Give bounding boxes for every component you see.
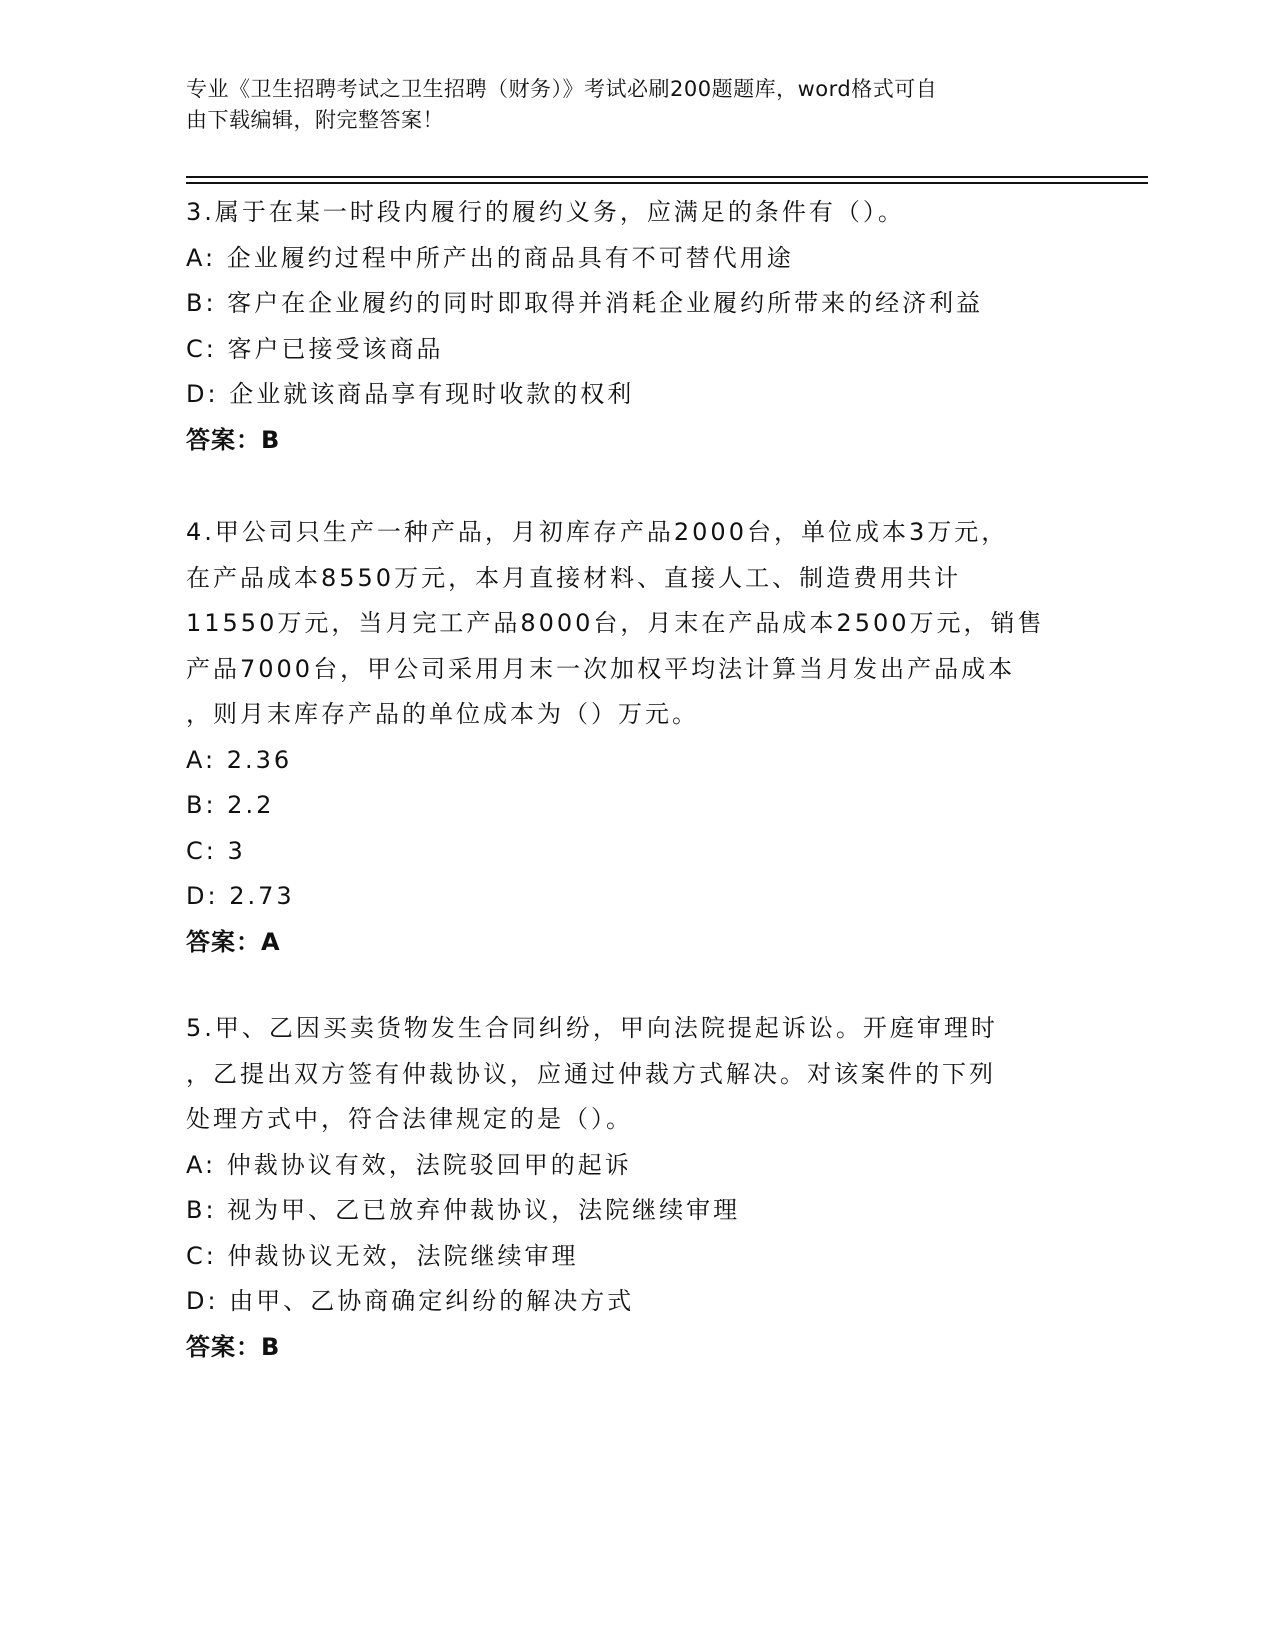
question-stem-line: 处理方式中，符合法律规定的是（）。 (186, 1105, 633, 1133)
question-stem-line: 在产品成本8550万元，本月直接材料、直接人工、制造费用共计 (186, 563, 962, 592)
option-d: D: 由甲、乙协商确定纠纷的解决方式 (186, 1287, 635, 1315)
option-c: C: 3 (186, 836, 246, 865)
option-a: A: 仲裁协议有效，法院驳回甲的起诉 (186, 1150, 632, 1179)
answer: 答案：B (186, 425, 281, 454)
question-stem-line: 5.甲、乙因买卖货物发生合同纠纷，甲向法院提起诉讼。开庭审理时 (186, 1014, 998, 1042)
question-stem-line: ，则月末库存产品的单位成本为（）万元。 (186, 700, 699, 728)
option-b: B: 客户在企业履约的同时即取得并消耗企业履约所带来的经济利益 (186, 289, 984, 317)
question-stem-line: 4.甲公司只生产一种产品，月初库存产品2000台，单位成本3万元， (186, 518, 1009, 546)
answer: 答案：B (186, 1332, 281, 1361)
header-line-1: 专业《卫生招聘考试之卫生招聘（财务）》考试必刷200题题库，word格式可自 (186, 77, 938, 101)
header-divider-bottom (186, 182, 1148, 184)
question-4 (186, 510, 1086, 965)
option-b: B: 视为甲、乙已放弃仲裁协议，法院继续审理 (186, 1196, 741, 1224)
question-stem-line: ，乙提出双方签有仲裁协议，应通过仲裁方式解决。对该案件的下列 (186, 1059, 996, 1088)
header-line-2: 由下载编辑，附完整答案！ (186, 108, 444, 132)
option-a: A: 企业履约过程中所产出的商品具有不可替代用途 (186, 243, 794, 272)
option-b: B: 2.2 (186, 791, 275, 819)
question-stem-line: 产品7000台，甲公司采用月末一次加权平均法计算当月发出产品成本 (186, 654, 1016, 683)
question-3 (186, 190, 1086, 463)
option-a: A: 2.36 (186, 745, 293, 774)
question-5 (186, 1006, 1086, 1370)
answer: 答案：A (186, 927, 281, 956)
option-c: C: 仲裁协议无效，法院继续审理 (186, 1241, 579, 1270)
document-header (186, 74, 1066, 136)
header-divider-top (186, 176, 1148, 178)
option-d: D: 2.73 (186, 882, 295, 910)
option-c: C: 客户已接受该商品 (186, 334, 444, 363)
question-stem-line: 3.属于在某一时段内履行的履约义务，应满足的条件有（）。 (186, 198, 905, 226)
option-d: D: 企业就该商品享有现时收款的权利 (186, 380, 635, 408)
question-stem-line: 11550万元，当月完工产品8000台，月末在产品成本2500万元，销售 (186, 609, 1045, 637)
